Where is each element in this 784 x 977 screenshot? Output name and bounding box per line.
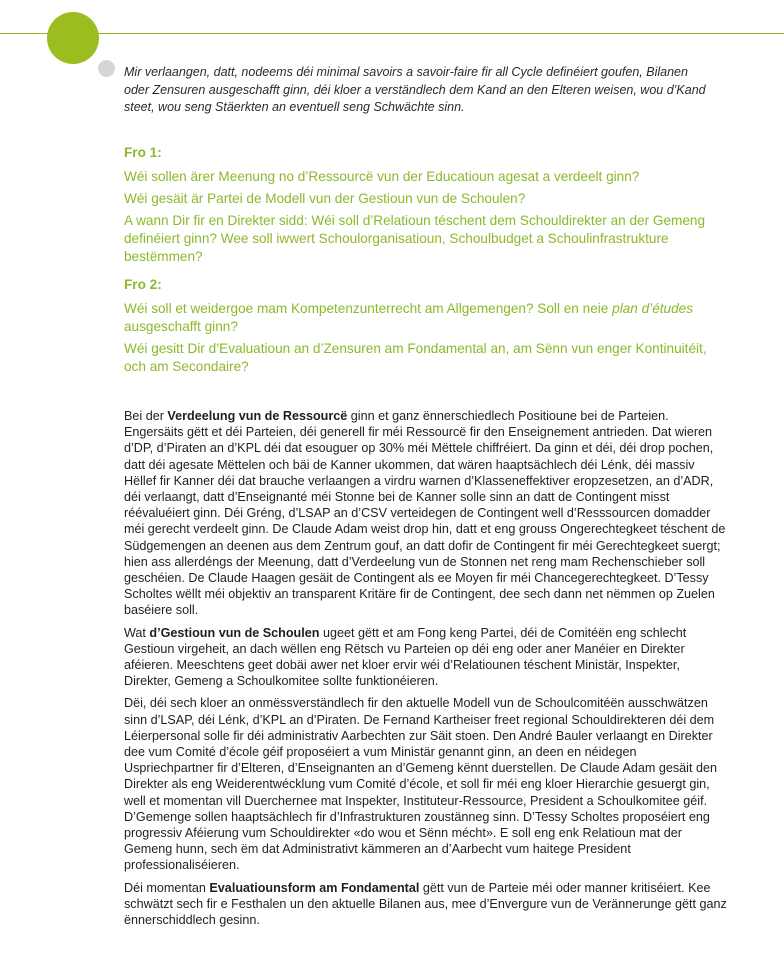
p2-text: ugeet gëtt et am Fong keng Partei, déi de Comitéën eng schlecht Gestioun virgeheit, an dach wëllen eng Rëtsch vu Parteien op déi eng oder aner Manéier en Direkter aféieren. Meeschtens geet dobäi awer net kloer ervir wéi d’Relatiounen téschent Ministär, Inspekter, Direkter, Gemeng a Schoulkomitee sollte funktionéieren. (124, 625, 687, 689)
questions-block (124, 144, 724, 380)
fro2-q1-end: ausgeschafft ginn? (124, 319, 238, 334)
fro1-question-1: Wéi sollen ärer Meenung no d’Ressourcë vun der Educatioun agesat a verdeelt ginn? (124, 169, 640, 184)
grey-bullet-icon (98, 60, 115, 77)
p2-keyword: d’Gestioun vun de Schoulen (149, 625, 320, 640)
paragraph-direkter: Dëi, déi sech kloer an onmëssverständlech fir den aktuelle Modell vun de Schoulcomitéën ausschwätzen sinn d’LSAP, déi Lénk, d’KPL an d’Piraten. De Fernand Kartheiser freet regional Schouldirekteren déi dem Léierpersonal solle fir déi administrativ Aarbechten zur Säit stoen. Den André Bauler verlaangt en Direkter dee vum Comité d’école géif proposéiert a vum Ministär genannt ginn, an deen en néidegen Uspriechpartner fir d’Elteren, d’Enseignanten an d’Gemeng kënnt duerstellen. De Claude Adam gesäit den Direkter als eng Weiderentwécklung vum Comité d’école, et soll fir méi eng kloer Hierarchie gesuergt gin, well et momentan vill Duerchernee mat Inspekter, Instituteur-Ressource, President a Schoulkomitee géif. D’Gemenge sollen haaptsächlech fir d’Infrastrukturen zoustänneg sinn. D’Tessy Scholtes proposéiert eng progressiv Aféierung vum Schouldirekter «do wou et Sënn mécht». E soll eng enk Relatioun mat der Gemeng hunn, sech ëm dat Administrativt kämmeren an d’Aarbecht vum haitege President professionaliséieren. (124, 696, 717, 873)
fro2-heading: Fro 2: (124, 277, 162, 292)
fro2-question-1 (124, 300, 724, 336)
fro1-heading: Fro 1: (124, 145, 162, 160)
question-group-1 (124, 144, 724, 266)
green-circle-icon (47, 12, 99, 64)
paragraph-gestioun (124, 625, 728, 690)
p1-lead: Bei der (124, 409, 168, 423)
fro2-q1-italic: plan d’études (612, 301, 694, 316)
fro1-question-2: Wéi gesäit är Partei de Modell vun der Gestioun vun de Schoulen? (124, 191, 526, 206)
paragraph-evaluatioun (124, 880, 728, 929)
p4-text: gëtt vun de Parteie méi oder manner kritiséiert. Kee schwätzt sech fir e Festhalen un den aktuelle Bilanen aus, mee d’Envergure vun de Verännerunge gëtt ganz ënnerschiddlech gesinn. (124, 880, 727, 928)
p4-keyword: Evaluatiounsform am Fondamental (209, 880, 420, 895)
p4-lead: Déi momentan (124, 880, 210, 895)
p1-text: ginn et ganz ënnerschiedlech Positioune bei de Parteien. Engersäits gëtt et déi Parteien, déi generell fir méi Ressourcë fir den Enseignement antrieden. Dat wieren d’DP, d’Piraten an d’KPL déi dat esouguer op 30% méi Mëttele chiffréiert. Da ginn et déi, déi drop pochen, datt déi agesate Mëttelen och bäi de Kanner ukommen, dat wären haaptsächlech déi Lénk, déi massiv Hëllef fir Kanner déi dat brauche verlaangen a virdru warnen d’Klasseneffektiver eropzesetzen, an d’ADR, déi verlaangt, datt d’Enseignanté méi Stonne bei de Kanner solle sinn an datt de Contingent misst réévaluéiert ginn. Déi Gréng, d’LSAP an d’CSV verteidegen de Contingent well d’Resssourcen domadder méi gerecht verdeelt ginn. De Claude Adam weist drop hin, datt et eng grouss Ongerechtegkeet téschent de Südgemengen an deenen aus dem Zentrum gouf, an datt dofir de Contingent fir méi Gerechtegkeet suergt; hien ass allerdéngs der Meenung, datt d’Verdeelung vun de Stonnen net reng mam Rechenschieber soll geschéien. De Claude Haagen gesäit de Contingent als ee Moyen fir méi Chancegerechtegkeet. D’Tessy Scholtes wëllt méi objektiv an transparent Kritäre fir de Contingent, dee sech dann net nëmmen op Zuelen baséiere soll. (124, 409, 726, 618)
question-group-2 (124, 276, 724, 376)
intro-paragraph: Mir verlaangen, datt, nodeems déi minimal savoirs a savoir-faire fir all Cycle definéiert goufen, Bilanen oder Zensuren ausgeschafft ginn, déi kloer a verständlech dem Kand an den Elteren weisen, wou d’Kand steet, wou seng Stäerkten an eventuell seng Schwächte sinn. (124, 65, 706, 114)
fro1-question-3: A wann Dir fir en Direkter sidd: Wéi soll d’Relatioun téschent dem Schouldirekter an der Gemeng definéiert ginn? Wee soll iwwert Schoulorganisatioun, Schoulbudget a Schoulinfrastrukture bestëmmen? (124, 213, 706, 264)
p1-keyword: Verdeelung vun de Ressourcë (167, 409, 348, 423)
fro2-q1-text: Wéi soll et weidergoe mam Kompetenzunterrecht am Allgemengen? Soll en neie (124, 301, 613, 316)
fro2-question-2: Wéi gesitt Dir d’Evaluatioun an d’Zensuren am Fondamental an, am Sënn vun enger Kontinuitéit, och am Secondaire? (124, 341, 707, 374)
header-rule (0, 33, 784, 34)
article-body (124, 408, 728, 934)
p2-lead: Wat (124, 625, 150, 640)
paragraph-ressourcen (124, 408, 728, 619)
